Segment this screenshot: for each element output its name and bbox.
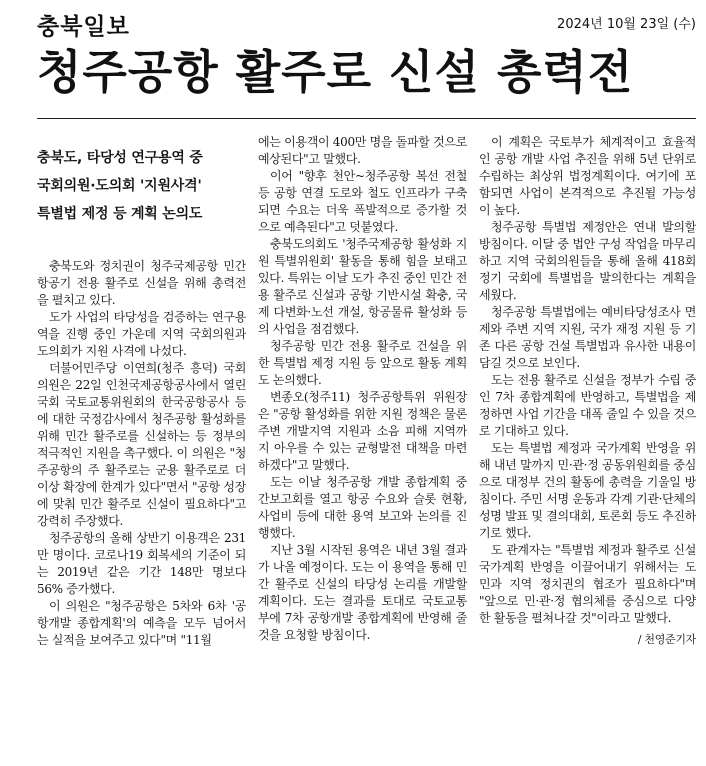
paragraph: 청주공항 민간 전용 활주로 건설을 위한 특별법 제정 지원 등 앞으로 활동 계획도 논의했다. [258,339,467,387]
paragraph: 지난 3월 시작된 용역은 내년 3월 결과가 나올 예정이다. 도는 이 용역을 통해 민간 활주로 신설의 타당성 논리를 개발할 계획이다. 도는 결과를 토대로 국토교통부에 7차 공항개발 종합계획에 반영해 줄 것을 요청할 방침이다. [258,543,467,642]
newspaper-masthead: 충북일보 [37,14,130,40]
headline-divider [37,118,696,119]
paragraph: 도가 사업의 타당성을 검증하는 연구용역을 진행 중인 가운데 지역 국회의원과 도의회가 지원 사격에 나섰다. [37,310,246,358]
paragraph: 충북도의회도 '청주국제공항 활성화 지원 특별위원회' 활동을 통해 힘을 보태고 있다. 특위는 이날 도가 추진 중인 민간 전용 활주로 신설과 공항 기반시설 확충, 국제 다변화·노선 개설, 항공물류 활성화 등의 사업을 점검했다. [258,237,467,336]
paragraph: 충북도와 정치권이 청주국제공항 민간 항공기 전용 활주로 신설을 위해 총력전을 펼치고 있다. [37,259,246,307]
article-column-3 [479,134,696,754]
paragraph: 이어 "향후 천안~청주공항 복선 전철 등 공항 연결 도로와 철도 인프라가 구축되면 수요는 더욱 폭발적으로 증가할 것으로 예측된다"고 덧붙였다. [258,169,467,234]
subhead-line: 국회의원·도의회 '지원사격' [37,178,202,194]
paragraph: 청주공항 특별법에는 예비타당성조사 면제와 주변 지역 지원, 국가 재정 지원 등 기존 다른 공항 건설 특별법과 유사한 내용이 담길 것으로 보인다. [479,305,696,370]
subhead-line: 충북도, 타당성 연구용역 중 [37,150,203,166]
paragraph: 이 의원은 "청주공항은 5차와 6차 '공항개발 종합계획'의 예측을 모두 넘어서는 실적을 보여주고 있다"며 "11월 [37,599,246,647]
article-subheads [37,144,246,228]
article-column-1 [37,134,246,754]
paragraph: 이 계획은 국토부가 체계적이고 효율적인 공항 개발 사업 추진을 위해 5년 단위로 수립하는 최상위 법정계획이다. 여기에 포함되면 사업이 본격적으로 추진될 가능성이 높다. [479,135,696,217]
paragraph: 도 관계자는 "특별법 제정과 활주로 신설 국가계획 반영을 이끌어내기 위해서는 도민과 지역 정치권의 협조가 필요하다"며 "앞으로 민·관·정 협의체를 중심으로 다양한 활동을 펼쳐나갈 것"이라고 말했다. [479,543,696,625]
issue-date: 2024년 10월 23일 (수) [557,17,696,32]
paragraph: 청주공항 특별법 제정안은 연내 발의할 방침이다. 이달 중 법안 구성 작업을 마무리하고 지역 국회의원들을 통해 올해 418회 정기 국회에 특별법을 발의한다는 계획을 세웠다. [479,220,696,302]
paragraph: 도는 특별법 제정과 국가계획 반영을 위해 내년 말까지 민·관·정 공동위원회를 중심으로 대정부 건의 활동에 총력을 기울일 방침이다. 주민 서명 운동과 각계 기관·단체의 성명 발표 및 결의대회, 토론회 등도 추진하기로 했다. [479,441,696,540]
paragraph: 더불어민주당 이연희(청주 흥덕) 국회의원은 22일 인천국제공항공사에서 열린 국회 국토교통위원회의 한국공항공사 등에 대한 국정감사에서 청주공항 활성화를 위해 민간 활주로를 신설하는 등 정부의 적극적인 지원을 촉구했다. 이 의원은 "청주공항의 주 활주로는 군용 활주로로 더 이상 확장에 한계가 있다"면서 "공항 성장에 맞춰 민간 활주로 신설이 필요하다"고 강력히 주장했다. [37,361,246,528]
paragraph: 변종오(청주11) 청주공항특위 위원장은 "공항 활성화를 위한 지원 정책은 물론 주변 개발지역 지원과 소음 피해 지역까지 아우를 수 있는 균형발전 대책을 마련하겠다"고 말했다. [258,390,467,472]
paragraph: 도는 이날 청주공항 개발 종합계획 중간보고회를 열고 항공 수요와 슬롯 현황, 사업비 등에 대한 용역 보고와 논의를 진행했다. [258,475,467,540]
article-column-2 [258,134,467,754]
paragraph: 에는 이용객이 400만 명을 돌파할 것으로 예상된다"고 말했다. [258,135,467,166]
subhead-line: 특별법 제정 등 계획 논의도 [37,206,203,222]
article-headline: 청주공항 활주로 신설 총력전 [37,45,634,99]
reporter-byline: / 천영준기자 [637,633,696,646]
paragraph: 청주공항의 올해 상반기 이용객은 231만 명이다. 코로나19 회복세의 기준이 되는 2019년 같은 기간 148만 명보다 56% 증가했다. [37,531,246,596]
paragraph: 도는 전용 활주로 신설을 정부가 수립 중인 7차 종합계획에 반영하고, 특별법을 제정하면 사업 기간을 대폭 줄일 수 있을 것으로 기대하고 있다. [479,373,696,438]
